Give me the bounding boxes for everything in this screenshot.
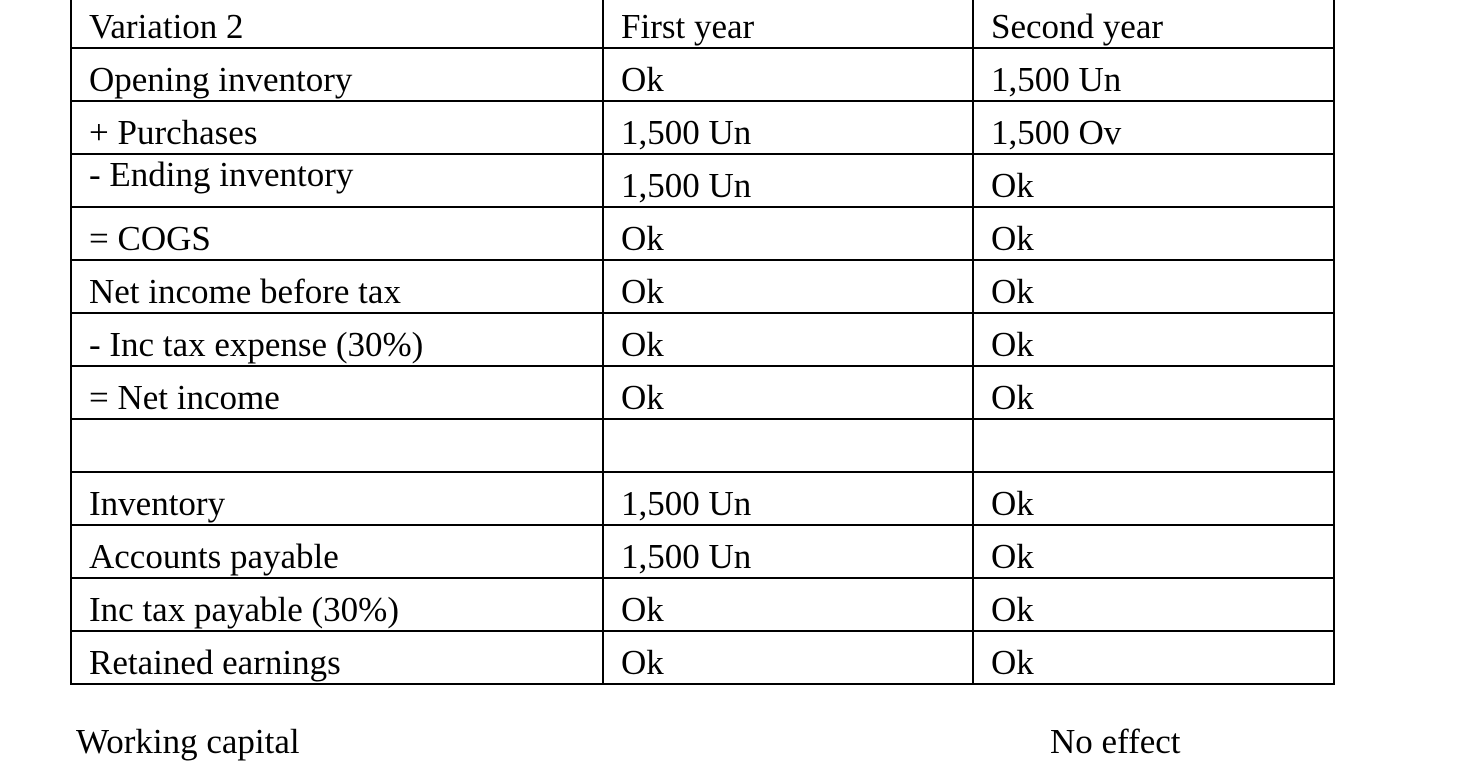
first-year-cell: Ok — [603, 260, 973, 313]
working-capital-label: Working capital — [76, 722, 300, 761]
first-year-cell — [603, 419, 973, 472]
first-year-cell: 1,500 Un — [603, 472, 973, 525]
first-year-cell: Ok — [603, 366, 973, 419]
second-year-cell: Ok — [973, 631, 1334, 684]
second-year-cell: Ok — [973, 313, 1334, 366]
second-year-cell: Ok — [973, 472, 1334, 525]
second-year-cell: Ok — [973, 366, 1334, 419]
table-row — [71, 313, 1334, 366]
table-row — [71, 525, 1334, 578]
row-label-cell: Inventory — [71, 472, 603, 525]
second-year-cell: Ok — [973, 525, 1334, 578]
second-year-cell: Ok — [973, 578, 1334, 631]
second-year-cell: Ok — [973, 260, 1334, 313]
row-label-cell: Opening inventory — [71, 48, 603, 101]
row-label-cell: = Net income — [71, 366, 603, 419]
table-row — [71, 154, 1334, 207]
header-cell: First year — [603, 0, 973, 48]
table-row — [71, 260, 1334, 313]
table-row — [71, 48, 1334, 101]
first-year-cell: 1,500 Un — [603, 154, 973, 207]
row-label-cell: Inc tax payable (30%) — [71, 578, 603, 631]
header-cell: Variation 2 — [71, 0, 603, 48]
first-year-cell: 1,500 Un — [603, 525, 973, 578]
table-row — [71, 207, 1334, 260]
second-year-cell: Ok — [973, 207, 1334, 260]
table-spacer-row — [71, 419, 1334, 472]
row-label-cell: Net income before tax — [71, 260, 603, 313]
table-row — [71, 472, 1334, 525]
row-label-cell — [71, 419, 603, 472]
table-row — [71, 366, 1334, 419]
table-row — [71, 101, 1334, 154]
row-label-cell: Retained earnings — [71, 631, 603, 684]
inventory-error-table — [70, 0, 1335, 685]
table-header-row — [71, 0, 1334, 48]
table-row — [71, 631, 1334, 684]
row-label-cell: Accounts payable — [71, 525, 603, 578]
row-label-cell: + Purchases — [71, 101, 603, 154]
first-year-cell: 1,500 Un — [603, 101, 973, 154]
first-year-cell: Ok — [603, 207, 973, 260]
row-label-cell: = COGS — [71, 207, 603, 260]
row-label-cell: - Ending inventory — [71, 154, 603, 207]
second-year-cell: 1,500 Un — [973, 48, 1334, 101]
table-row — [71, 578, 1334, 631]
first-year-cell: Ok — [603, 578, 973, 631]
first-year-cell: Ok — [603, 631, 973, 684]
row-label-cell: - Inc tax expense (30%) — [71, 313, 603, 366]
second-year-cell: 1,500 Ov — [973, 101, 1334, 154]
first-year-cell: Ok — [603, 48, 973, 101]
working-capital-effect: No effect — [1050, 722, 1181, 761]
second-year-cell — [973, 419, 1334, 472]
first-year-cell: Ok — [603, 313, 973, 366]
header-cell: Second year — [973, 0, 1334, 48]
second-year-cell: Ok — [973, 154, 1334, 207]
